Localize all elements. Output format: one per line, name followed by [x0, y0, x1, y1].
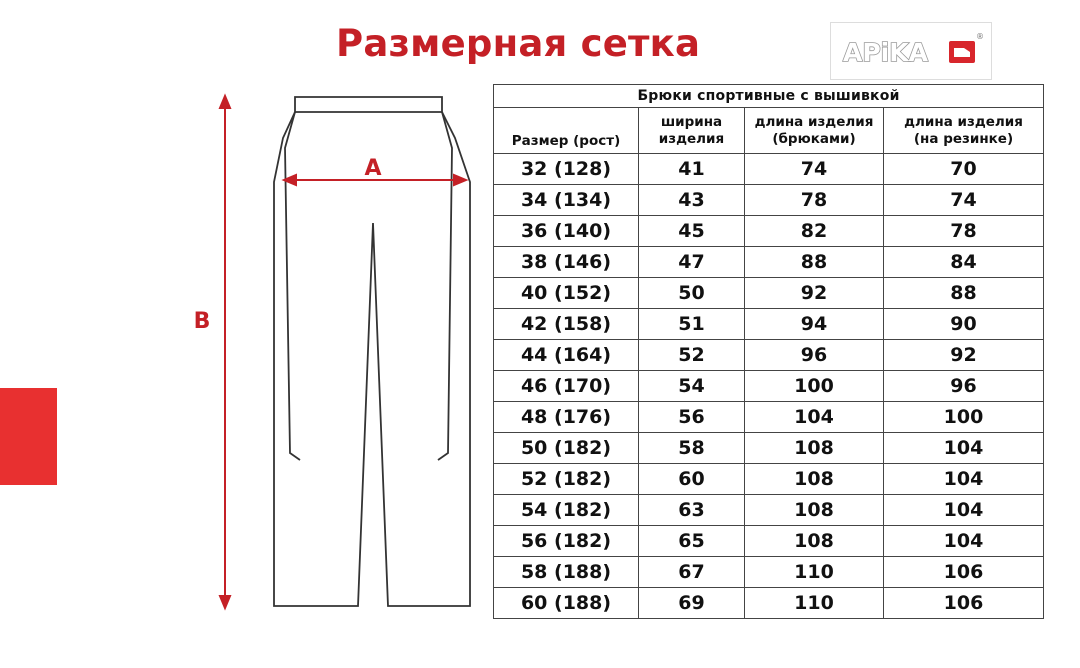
cell-size: 40 (152) [494, 278, 639, 309]
cell-length-elastic: 100 [884, 402, 1044, 433]
size-table [493, 84, 1044, 619]
cell-size: 60 (188) [494, 588, 639, 619]
label-b: B [193, 309, 211, 334]
header-length-trouser [745, 108, 884, 154]
cell-size: 38 (146) [494, 247, 639, 278]
logo-text: APiKA [843, 38, 928, 67]
cell-width: 60 [639, 464, 745, 495]
header-length-elastic-line2: (на резинке) [913, 130, 1014, 147]
header-width-line1: ширина [660, 113, 723, 130]
cell-length-elastic: 104 [884, 526, 1044, 557]
cell-length-elastic: 96 [884, 371, 1044, 402]
cell-width: 54 [639, 371, 745, 402]
cell-size: 46 (170) [494, 371, 639, 402]
cell-size: 48 (176) [494, 402, 639, 433]
cell-length-elastic: 88 [884, 278, 1044, 309]
cell-length-trouser: 108 [745, 464, 884, 495]
arrow-a-right-icon [454, 175, 466, 185]
cell-size: 32 (128) [494, 154, 639, 185]
table-row [494, 185, 1044, 216]
table-body [494, 154, 1044, 619]
cell-length-elastic: 84 [884, 247, 1044, 278]
table-row [494, 278, 1044, 309]
cell-size: 54 (182) [494, 495, 639, 526]
table-row [494, 464, 1044, 495]
cell-length-trouser: 108 [745, 495, 884, 526]
header-width [639, 108, 745, 154]
cell-length-trouser: 78 [745, 185, 884, 216]
logo-registered: ® [976, 32, 984, 41]
cell-width: 45 [639, 216, 745, 247]
cell-length-elastic: 104 [884, 495, 1044, 526]
cell-size: 52 (182) [494, 464, 639, 495]
header-width-line2: изделия [658, 130, 725, 147]
cell-length-elastic: 106 [884, 557, 1044, 588]
cell-length-trouser: 108 [745, 433, 884, 464]
cell-width: 51 [639, 309, 745, 340]
table-row [494, 495, 1044, 526]
right-stripe-line [438, 112, 452, 460]
table-row [494, 433, 1044, 464]
left-stripe-line [285, 112, 300, 460]
header-length-elastic [884, 108, 1044, 154]
cell-size: 34 (134) [494, 185, 639, 216]
table-row [494, 526, 1044, 557]
cell-length-trouser: 110 [745, 588, 884, 619]
table-row [494, 247, 1044, 278]
red-decor-block [0, 388, 57, 485]
cell-length-trouser: 88 [745, 247, 884, 278]
cell-width: 47 [639, 247, 745, 278]
cell-length-elastic: 90 [884, 309, 1044, 340]
cell-length-trouser: 82 [745, 216, 884, 247]
cell-size: 44 (164) [494, 340, 639, 371]
cell-length-trouser: 96 [745, 340, 884, 371]
cell-length-elastic: 104 [884, 464, 1044, 495]
cell-length-trouser: 110 [745, 557, 884, 588]
trousers-diagram [180, 88, 480, 618]
cell-length-trouser: 108 [745, 526, 884, 557]
cell-width: 56 [639, 402, 745, 433]
table-row [494, 340, 1044, 371]
cell-length-elastic: 106 [884, 588, 1044, 619]
cell-length-trouser: 104 [745, 402, 884, 433]
cell-size: 56 (182) [494, 526, 639, 557]
cell-size: 58 (188) [494, 557, 639, 588]
cell-width: 41 [639, 154, 745, 185]
table-row [494, 557, 1044, 588]
apika-logo-icon [831, 23, 991, 79]
table-row [494, 154, 1044, 185]
cell-length-elastic: 74 [884, 185, 1044, 216]
arrow-b-bottom-icon [220, 596, 230, 608]
cell-width: 63 [639, 495, 745, 526]
cell-width: 58 [639, 433, 745, 464]
cell-length-elastic: 70 [884, 154, 1044, 185]
cell-size: 36 (140) [494, 216, 639, 247]
cell-length-trouser: 74 [745, 154, 884, 185]
cell-width: 65 [639, 526, 745, 557]
cell-length-trouser: 92 [745, 278, 884, 309]
table-row [494, 371, 1044, 402]
table-caption: Брюки спортивные с вышивкой [494, 85, 1044, 108]
cell-length-trouser: 94 [745, 309, 884, 340]
header-length-trouser-line1: длина изделия [754, 113, 874, 130]
cell-length-elastic: 92 [884, 340, 1044, 371]
arrow-b-top-icon [220, 96, 230, 108]
table-row [494, 216, 1044, 247]
header-length-elastic-line1: длина изделия [904, 113, 1023, 130]
cell-size: 42 (158) [494, 309, 639, 340]
table-row [494, 588, 1044, 619]
header-length-trouser-line2: (брюками) [772, 130, 856, 147]
cell-length-trouser: 100 [745, 371, 884, 402]
table-row [494, 402, 1044, 433]
cell-width: 43 [639, 185, 745, 216]
page-title: Размерная сетка [336, 22, 701, 65]
cell-length-elastic: 104 [884, 433, 1044, 464]
cell-width: 52 [639, 340, 745, 371]
cell-length-elastic: 78 [884, 216, 1044, 247]
cell-width: 69 [639, 588, 745, 619]
label-a: A [364, 156, 382, 181]
cell-width: 67 [639, 557, 745, 588]
header-size: Размер (рост) [494, 108, 639, 154]
brand-logo [830, 22, 992, 80]
table-row [494, 309, 1044, 340]
cell-width: 50 [639, 278, 745, 309]
cell-size: 50 (182) [494, 433, 639, 464]
table-header-row [494, 108, 1044, 154]
